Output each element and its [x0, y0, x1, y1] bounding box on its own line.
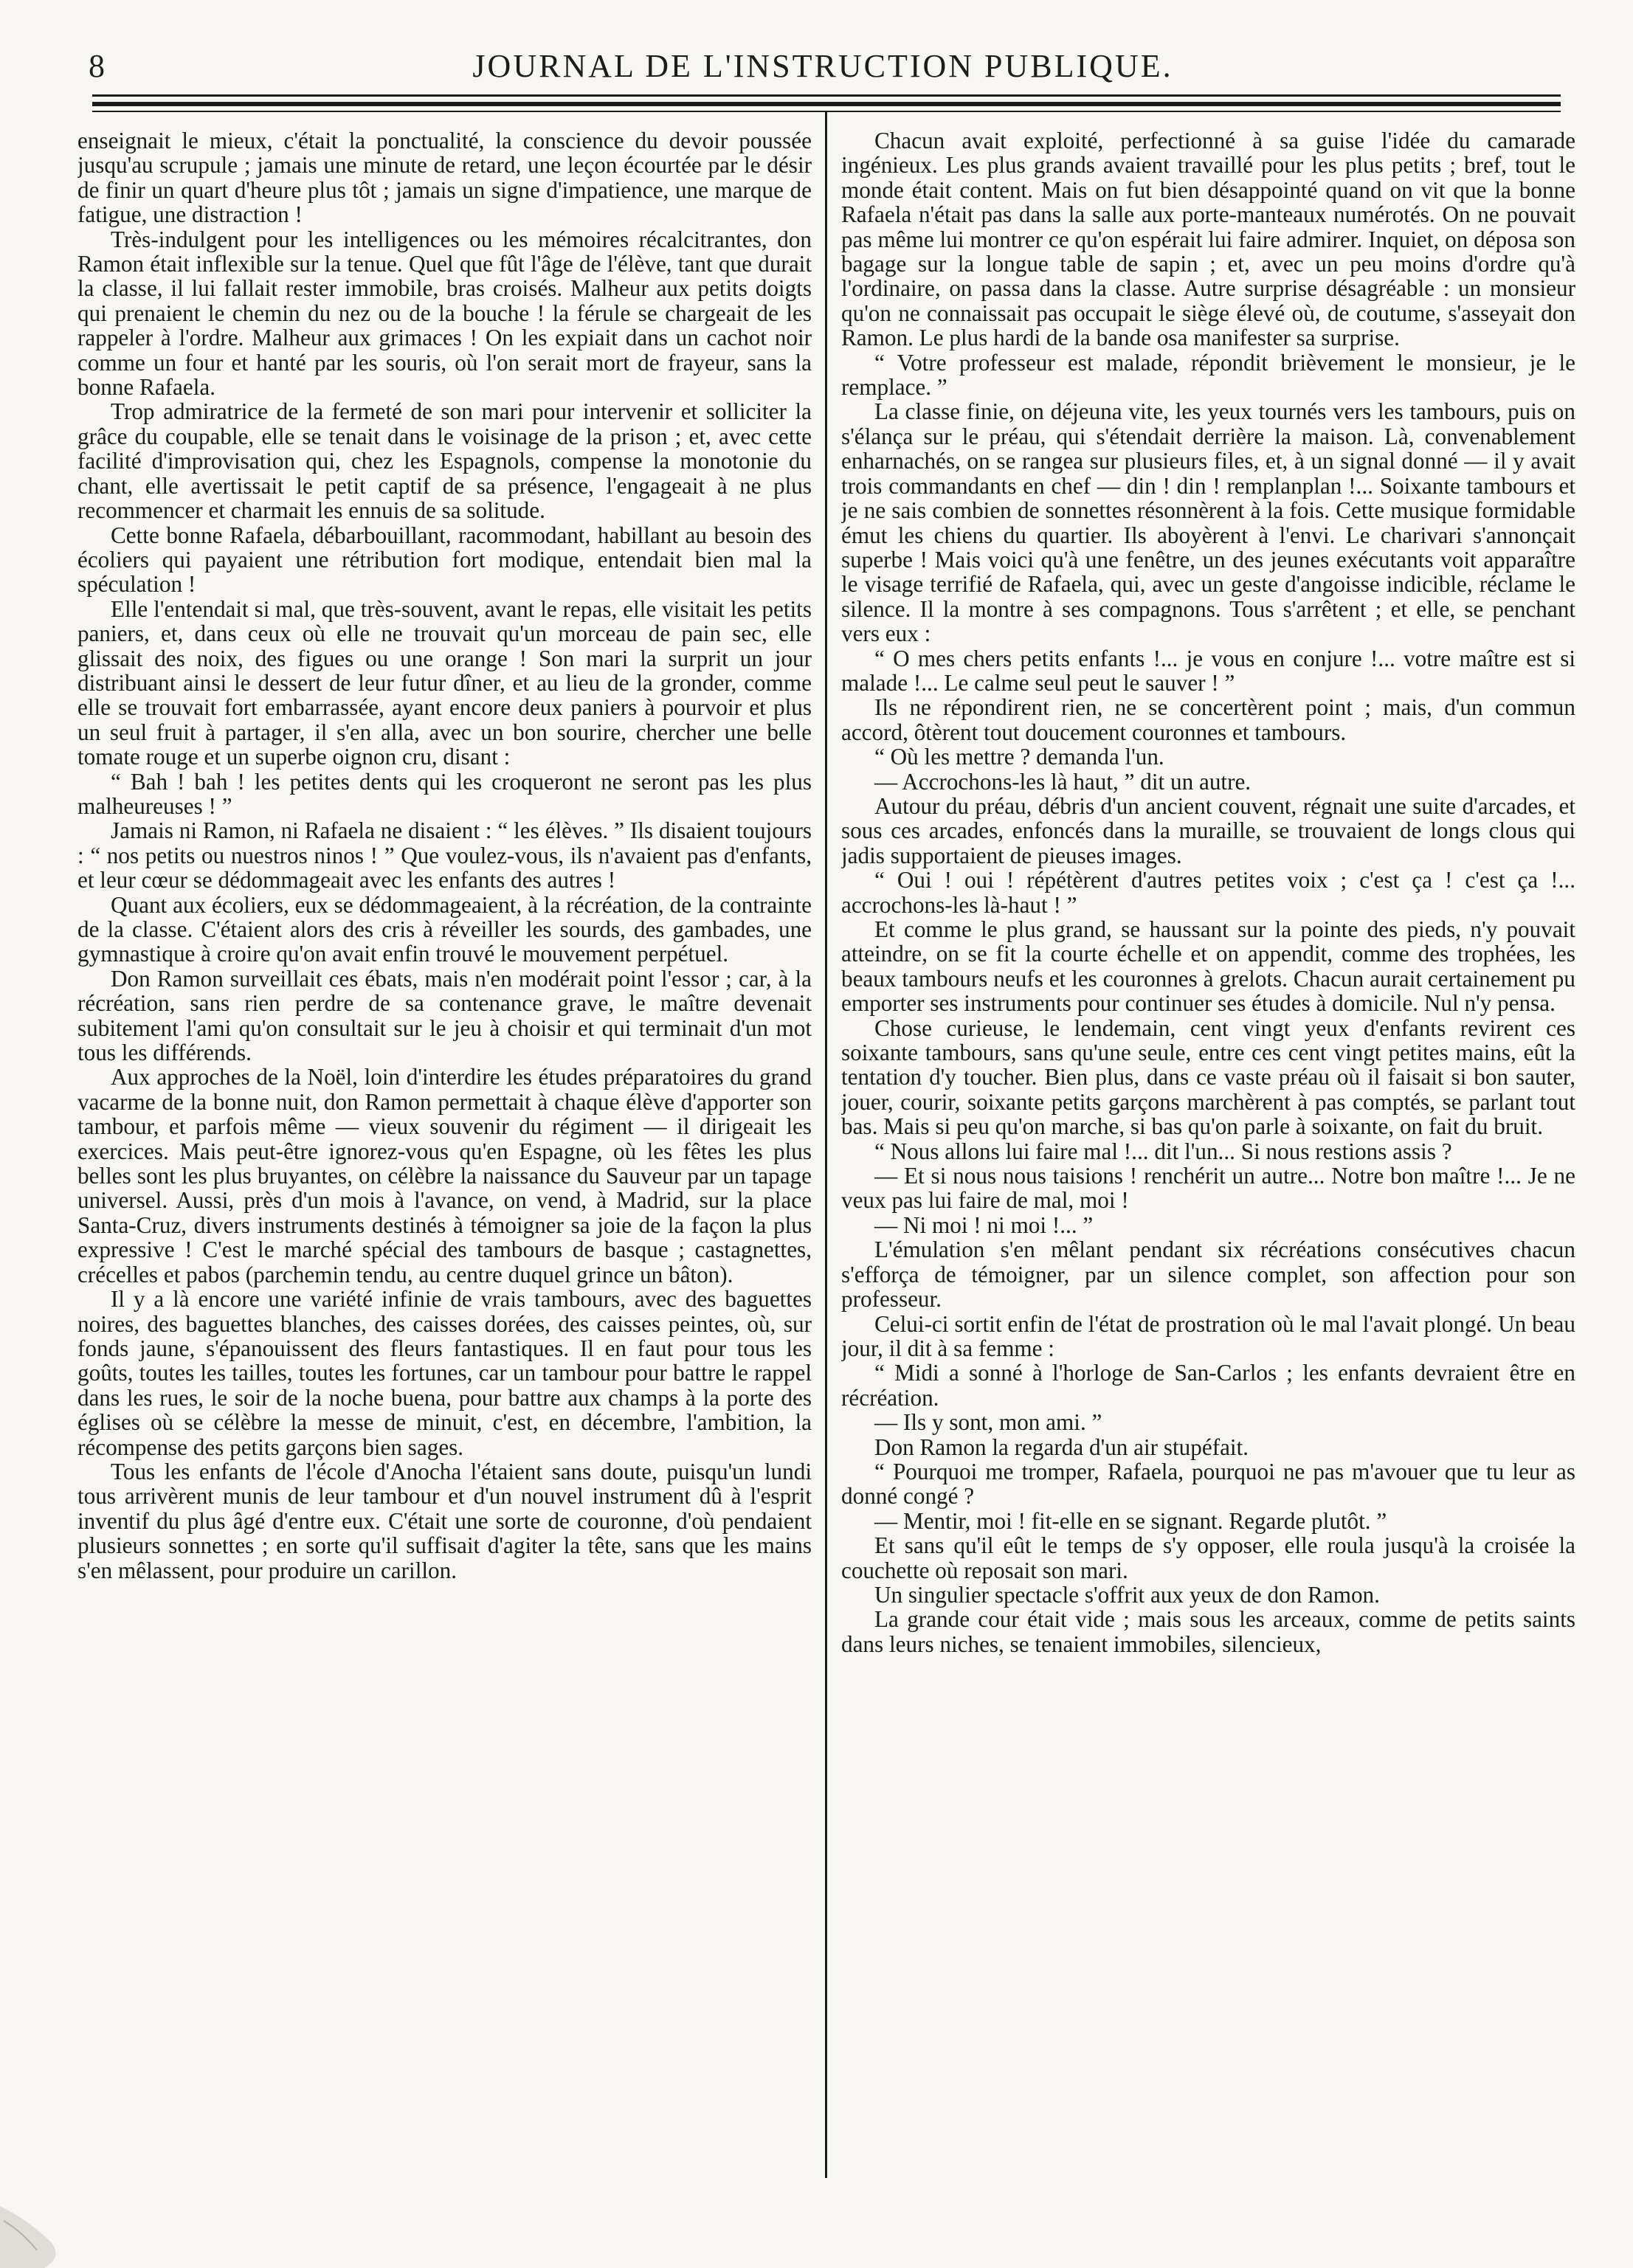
paragraph: Et sans qu'il eût le temps de s'y opposer, elle roula jusqu'à la croisée la couchette où reposait son mari. — [841, 1532, 1575, 1583]
left-column — [77, 128, 812, 2231]
column-divider — [825, 112, 827, 2178]
paragraph: Chacun avait exploité, perfectionné à sa guise l'idée du camarade ingénieux. Les plus grands avaient travaillé pour les plus petits ; bref, tout le monde était content. Mais on fut bien désappointé quand on vit que la bonne Rafaela n'était pas dans la salle aux porte-manteaux numérotés. On ne pouvait pas même lui montrer ce qu'on espérait lui faire admirer. Inquiet, on déposa son bagage sur la longue table de sapin ; et, avec un peu moins d'ordre qu'à l'ordinaire, on passa dans la classe. Autre surprise désagréable : un monsieur qu'on ne connaissait pas occupait le siège élevé où, de coutume, s'asseyait don Ramon. Le plus hardi de la bande osa manifester sa surprise. — [841, 128, 1575, 351]
paragraph: Quant aux écoliers, eux se dédommageaient, à la récréation, de la contrainte de la classe. C'étaient alors des cris à réveiller les sourds, des gambades, une gymnastique à croire qu'on avait enfin trouvé le mouvement perpétuel. — [77, 891, 812, 967]
paragraph: Chose curieuse, le lendemain, cent vingt yeux d'enfants revirent ces soixante tambours, sans qu'une seule, entre ces cent vingt petites mains, eût la tentation d'y toucher. Bien plus, dans ce vaste préau où il faisait si bon sauter, jouer, courir, soixante petits garçons marchèrent à pas comptés, se parlant tout bas. Mais si peu qu'on marche, si bas qu'on parle à soixante, on fait du bruit. — [841, 1014, 1575, 1140]
paragraph: Don Ramon la regarda d'un air stupéfait. — [874, 1434, 1249, 1460]
paragraph: Très-indulgent pour les intelligences ou les mémoires récalcitrantes, don Ramon était inflexible sur la tenue. Quel que fût l'âge de l'élève, tant que durait la classe, il lui fallait rester immobile, bras croisés. Malheur aux petits doigts qui prenaient le chemin du nez ou de la bouche ! la férule se chargeait de les rappeler à l'ordre. Malheur aux grimaces ! On les expiait dans un cachot noir comme un four et hanté par les souris, où l'on serait mort de frayeur, sans la bonne Rafaela. — [77, 226, 812, 401]
paragraph: Jamais ni Ramon, ni Rafaela ne disaient : “ les élèves. ” Ils disaient toujours : “ nos petits ou nuestros ninos ! ” Que voulez-vous, ils n'avaient pas d'enfants, et leur cœur se dédommageait avec les enfants des autres ! — [77, 817, 812, 893]
paragraph: Cette bonne Rafaela, débarbouillant, racommodant, habillant au besoin des écoliers qui payaient une rétribution fort modique, entendait bien mal la spéculation ! — [77, 522, 812, 598]
paragraph: Et comme le plus grand, se haussant sur la pointe des pieds, n'y pouvait atteindre, on se fit la courte échelle et on appendit, comme des trophées, les beaux tambours neufs et les couronnes à grelots. Chacun aurait certainement pu emporter ses instruments pour continuer ses études à domicile. Nul n'y pensa. — [841, 916, 1575, 1017]
paragraph: “ Où les mettre ? demanda l'un. — [874, 744, 1164, 770]
paragraph: “ O mes chers petits enfants !... je vous en conjure !... votre maître est si malade !... Le calme seul peut le sauver ! ” — [841, 645, 1575, 696]
paragraph: L'émulation s'en mêlant pendant six récréations consécutives chacun s'efforça de témoigner, par un silence complet, son affection pour son professeur. — [841, 1237, 1575, 1313]
paragraph: enseignait le mieux, c'était la ponctualité, la conscience du devoir poussée jusqu'au scrupule ; jamais une minute de retard, une leçon écourtée par le désir de finir un quart d'heure plus tôt ; jamais un signe d'impatience, une marque de fatigue, une distraction ! — [77, 128, 812, 228]
paragraph: Elle l'entendait si mal, que très-souvent, avant le repas, elle visitait les petits paniers, et, dans ceux où elle ne trouvait qu'un morceau de pain sec, elle glissait des noix, des figues ou une orange ! Son mari la surprit un jour distribuant ainsi le dessert de leur futur dîner, et au lieu de la gronder, comme elle se trouvait fort embarrassée, ayant encore deux paniers à pourvoir et plus un seul fruit à partager, il s'en alla, avec un bon sourire, chercher une belle tomate rouge et un superbe oignon cru, disant : — [77, 595, 812, 770]
paragraph: — Ni moi ! ni moi !... ” — [874, 1211, 1094, 1238]
paragraph: “ Votre professeur est malade, répondit brièvement le monsieur, je le remplace. ” — [841, 349, 1575, 401]
header-rule-thick — [92, 102, 1561, 106]
page-number: 8 — [89, 48, 105, 84]
paragraph: Don Ramon surveillait ces ébats, mais n'en modérait point l'essor ; car, à la récréation, sans rien perdre de sa contenance grave, le maître devenait subitement l'ami qu'on consultait sur le jeu à choisir et qui terminait d'un mot tous les différends. — [77, 965, 812, 1066]
paragraph: Trop admiratrice de la fermeté de son mari pour intervenir et solliciter la grâce du coupable, elle se tenait dans le voisinage de la prison ; et, avec cette facilité d'improvisation qui, chez les Espagnols, compense la monotonie du chant, elle avertissait le petit captif de sa présence, l'engageait à ne plus recommencer et charmait les ennuis de sa solitude. — [77, 398, 812, 524]
right-column — [841, 128, 1575, 2231]
paragraph: Un singulier spectacle s'offrit aux yeux de don Ramon. — [874, 1581, 1380, 1608]
paragraph: Celui-ci sortit enfin de l'état de prostration où le mal l'avait plongé. Un beau jour, il dit à sa femme : — [841, 1310, 1575, 1361]
paragraph: — Accrochons-les là haut, ” dit un autre. — [874, 768, 1251, 795]
paragraph: Tous les enfants de l'école d'Anocha l'étaient sans doute, puisqu'un lundi tous arrivèrent munis de leur tambour et d'un nouvel instrument dû à l'esprit inventif du plus âgé d'entre eux. C'était une sorte de couronne, d'où pendaient plusieurs sonnettes ; en sorte qu'il suffisait d'agiter la tête, sans que les mains s'en mêlassent, pour produire un carillon. — [77, 1458, 812, 1583]
page-header — [81, 44, 1564, 89]
paragraph: — Ils y sont, mon ami. ” — [874, 1409, 1102, 1436]
paragraph: “ Bah ! bah ! les petites dents qui les croqueront ne seront pas les plus malheureuses ! ” — [77, 768, 812, 819]
paragraph: Autour du préau, débris d'un ancient couvent, régnait une suite d'arcades, et sous ces arcades, enfoncés dans la muraille, se trouvaient de longs clous qui jadis supportaient de pieuses images. — [841, 792, 1575, 868]
paragraph: La grande cour était vide ; mais sous les arceaux, comme de petits saints dans leurs niches, se tenaient immobiles, silencieux, — [841, 1606, 1575, 1657]
paragraph: Aux approches de la Noël, loin d'interdire les études préparatoires du grand vacarme de la bonne nuit, don Ramon permettait à chaque élève d'apporter son tambour, et parfois même — vieux souvenir du régiment — il dirigeait les exercices. Mais peut-être ignorez-vous qu'en Espagne, où les fêtes les plus belles sont les plus bruyantes, on célèbre la naissance du Sauveur par un tapage universel. Aussi, près d'un mois à l'avance, on vend, à Madrid, sur la place Santa-Cruz, divers instruments destinés à témoigner sa joie de la façon la plus expressive ! C'est le marché spécial des tambours de basque ; castagnettes, crécelles et pabos (parchemin tendu, au centre duquel grince un bâton). — [77, 1064, 812, 1287]
paragraph: La classe finie, on déjeuna vite, les yeux tournés vers les tambours, puis on s'élança sur le préau, qui s'étendait derrière la maison. Là, convenablement enharnachés, on se rangea sur plusieurs files, et, à un signal donné — il y avait trois commandants en chef — din ! din ! remplanplan !... Soixante tambours et je ne sais combien de sonnettes résonnèrent à la fois. Cette musique formidable émut les chiens du quartier. Ils aboyèrent à l'envi. Le charivari s'annonçait superbe ! Mais voici qu'à une fenêtre, un des jeunes exécutants voit apparaître le visage terrifié de Rafaela, qui, avec un geste d'angoisse indicible, réclame le silence. Il la montre à ses compagnons. Tous s'arrêtent ; et elle, se penchant vers eux : — [841, 398, 1575, 647]
paragraph: “ Pourquoi me tromper, Rafaela, pourquoi ne pas m'avouer que tu leur as donné congé ? — [841, 1458, 1575, 1510]
paragraph: Il y a là encore une variété infinie de vrais tambours, avec des baguettes noires, des baguettes blanches, des caisses dorées, des caisses peintes, où, sur fonds jaune, s'épanouissent des fleurs fantastiques. Il en faut pour tous les goûts, toutes les tailles, toutes les fortunes, car un tambour pour battre le rappel dans les rues, le soir de la noche buena, pour battre aux champs à la porte des églises où se célèbre la messe de minuit, c'est, en décembre, l'ambition, la récompense des petits garçons bien sages. — [77, 1286, 812, 1460]
journal-title: JOURNAL DE L'INSTRUCTION PUBLIQUE. — [472, 48, 1173, 84]
paragraph: “ Oui ! oui ! répétèrent d'autres petites voix ; c'est ça ! c'est ça !... accrochons-les là-haut ! ” — [841, 867, 1575, 918]
paragraph: — Et si nous nous taisions ! renchérit un autre... Notre bon maître !... Je ne veux pas lui faire de mal, moi ! — [841, 1163, 1575, 1214]
paragraph: Ils ne répondirent rien, ne se concertèrent point ; mais, d'un commun accord, ôtèrent tout doucement couronnes et tambours. — [841, 694, 1575, 745]
paragraph: — Mentir, moi ! fit-elle en se signant. Regarde plutôt. ” — [874, 1507, 1387, 1534]
paragraph: “ Midi a sonné à l'horloge de San-Carlos ; les enfants devraient être en récréation. — [841, 1360, 1575, 1411]
paragraph: “ Nous allons lui faire mal !... dit l'un... Si nous restions assis ? — [874, 1138, 1452, 1164]
header-rule-top — [92, 94, 1561, 97]
scan-smudge — [0, 2177, 81, 2268]
